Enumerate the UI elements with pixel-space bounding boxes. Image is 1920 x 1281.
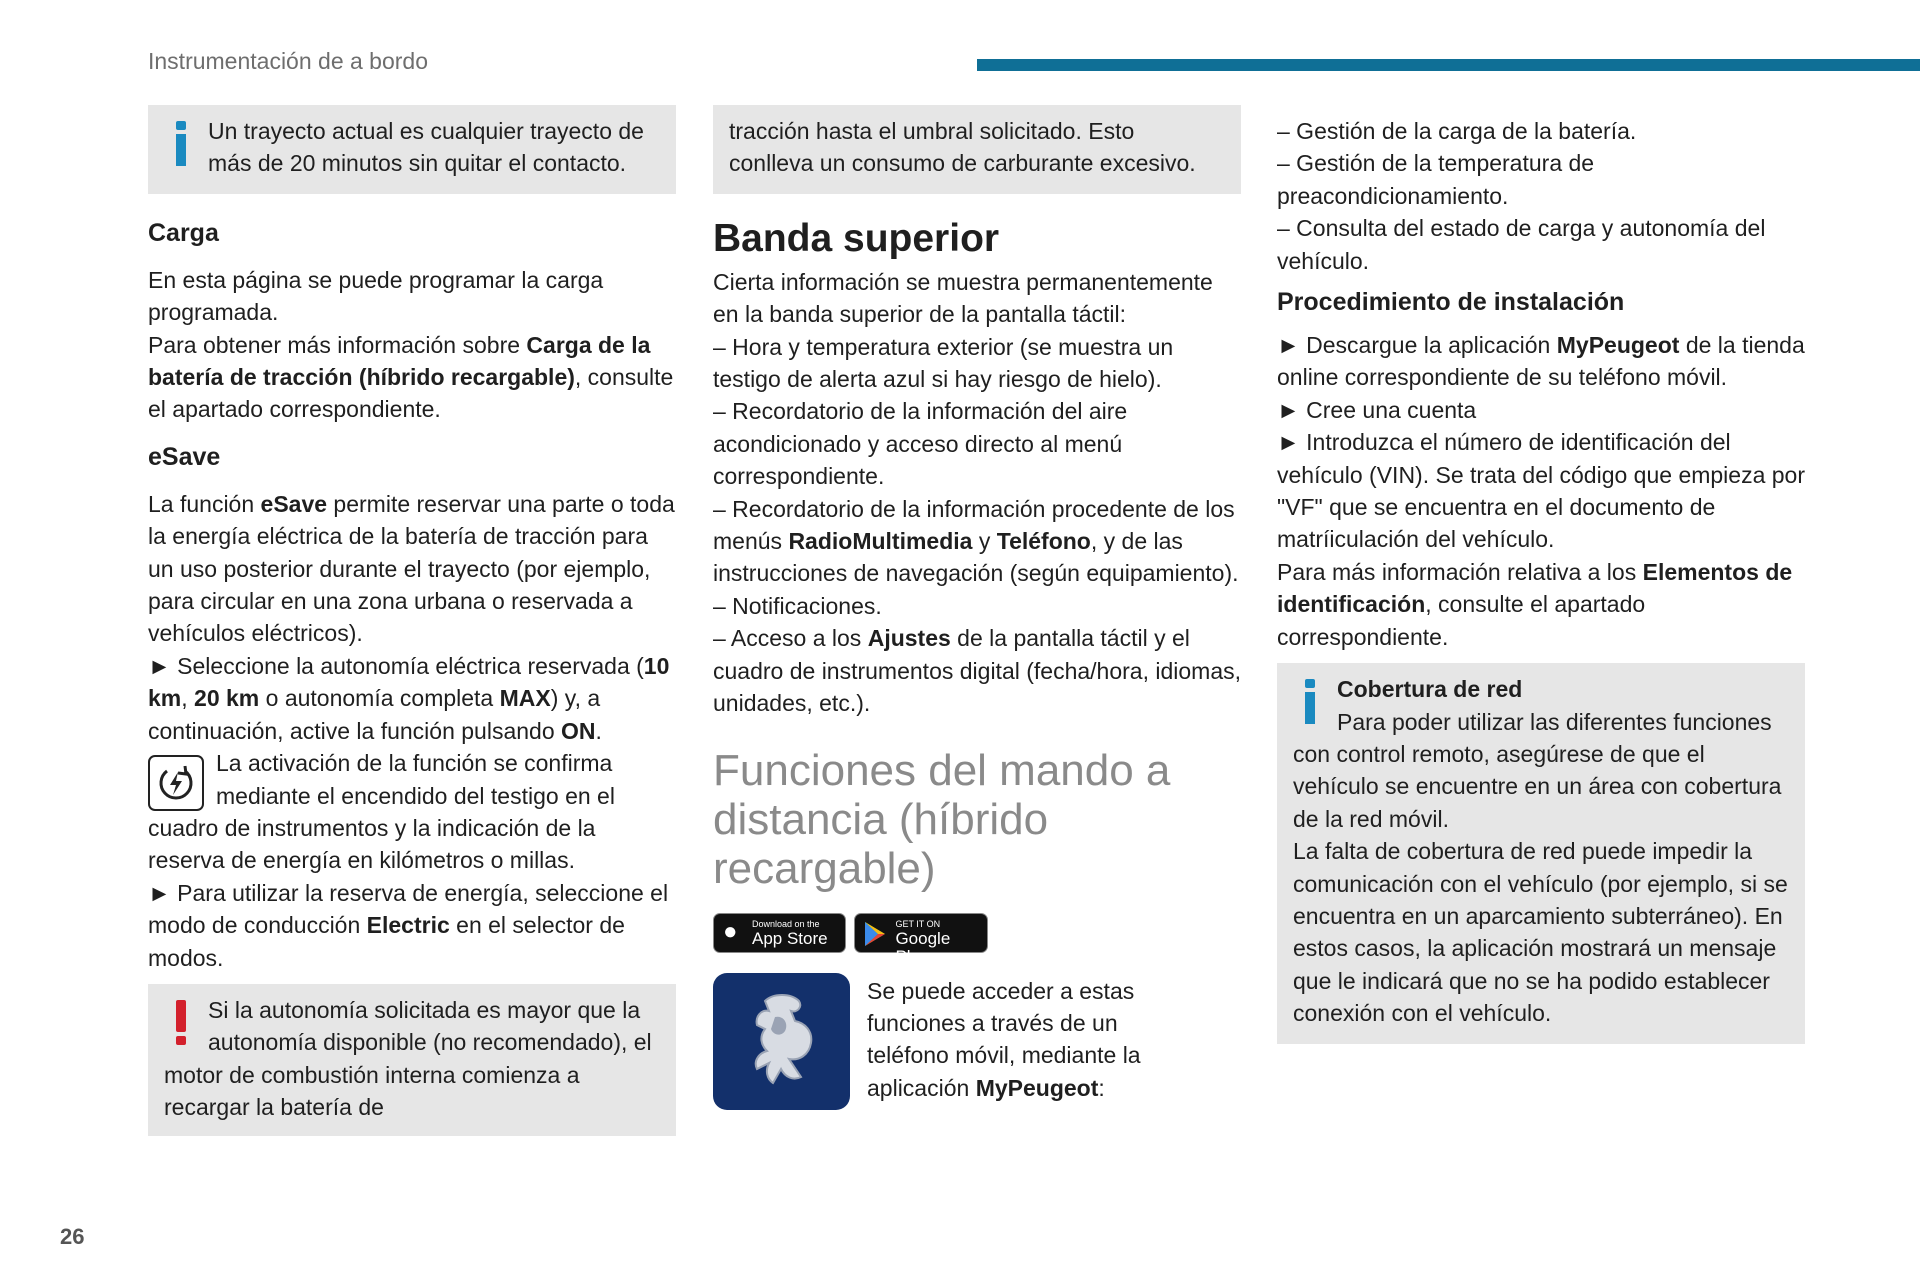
info-icon <box>1293 677 1327 729</box>
activation-text: La activación de la función se confirma mediante el encendido del testigo en el cuadro de instrumentos y la indicación de la reserva de energía en kilómetros o millas. <box>148 750 615 874</box>
info-box-cobertura <box>1277 663 1805 1043</box>
info-icon <box>164 119 198 171</box>
header-accent-bar <box>977 59 1920 71</box>
column-3 <box>1277 105 1805 1044</box>
carga-heading: Carga <box>148 218 219 247</box>
remote-item-1: – Gestión de la carga de la batería. <box>1277 118 1637 144</box>
banda-heading: Banda superior <box>713 216 1000 260</box>
header-title: Instrumentación de a bordo <box>148 48 429 74</box>
play-icon <box>863 920 889 948</box>
funciones-heading: Funciones del mando a distancia (híbrido recargable) <box>713 745 1171 893</box>
esave-step-2: ► Para utilizar la reserva de energía, seleccione el modo de conducción Electric en el selector de modos. <box>148 879 669 971</box>
banda-item-1: – Hora y temperatura exterior (se muestra un testigo de alerta azul si hay riesgo de hielo). <box>713 333 1174 393</box>
warning-continued-text: tracción hasta el umbral solicitado. Esto conlleva un consumo de carburante excesivo. <box>729 118 1196 177</box>
store-badges <box>713 913 1241 966</box>
remote-item-2: – Gestión de la temperatura de preacondicionamiento. <box>1277 150 1595 209</box>
procedimiento-heading: Procedimiento de instalación <box>1277 288 1625 317</box>
banda-item-4: – Notificaciones. <box>713 592 882 619</box>
mypeugeot-app-row <box>713 973 1241 1113</box>
info-box-trayecto <box>148 105 676 194</box>
peugeot-app-logo <box>713 973 850 1110</box>
cobertura-paragraph-2: La falta de cobertura de red puede impedir la comunicación con el vehículo (por ejemplo, si se encuentra en un aparcamiento subterráneo). En estos casos, la aplicación mostrará un mensaje que le indicará que no se ha podido establecer conexión con el vehículo. <box>1293 838 1788 1027</box>
remote-item-3: – Consulta del estado de carga y autonomía del vehículo. <box>1277 215 1766 274</box>
cobertura-paragraph-1: Para poder utilizar las diferentes funciones con control remoto, asegúrese de que el vehículo se encuentre en un área con cobertura de la red móvil. <box>1293 708 1782 832</box>
banda-item-3: – Recordatorio de la información procedente de los menús RadioMultimedia y Teléfono, y de las instrucciones de navegación (según equipamiento). <box>713 495 1239 587</box>
banda-item-5: – Acceso a los Ajustes de la pantalla táctil y el cuadro de instrumentos digital (fecha/hora, idiomas, unidades, etc.). <box>713 625 1242 717</box>
app-store-badge[interactable]: ● Download on the App Store <box>713 913 846 953</box>
install-step-3: ► Introduzca el número de identificación del vehículo (VIN). Se trata del código que empieza por "VF" que se encuentra en el documento de matríiculación del vehículo. <box>1277 429 1806 553</box>
esave-paragraph: La función eSave permite reservar una parte o toda la energía eléctrica de la batería de tracción para un uso posterior durante el trayecto (por ejemplo, para circular en una zona urbana o reservada a vehículos eléctricos). <box>148 490 675 647</box>
warning-box <box>148 984 676 1136</box>
apple-icon: ● <box>723 917 738 945</box>
carga-paragraph-1: En esta página se puede programar la carga programada. <box>148 266 604 326</box>
banda-item-2: – Recordatorio de la información del aire acondicionado y acceso directo al menú correspondiente. <box>713 398 1128 490</box>
warning-text: Si la autonomía solicitada es mayor que la autonomía disponible (no recomendado), el motor de combustión interna comienza a recargar la batería de <box>164 996 652 1121</box>
esave-activation <box>148 747 676 877</box>
identification-paragraph: Para más información relativa a los Elementos de identificación, consulte el apartado correspondiente. <box>1277 558 1793 650</box>
banda-intro: Cierta información se muestra permanentemente en la banda superior de la pantalla táctil: <box>713 268 1213 328</box>
carga-paragraph-2: Para obtener más información sobre Carga de la batería de tracción (híbrido recargable), consulte el apartado correspondiente. <box>148 331 674 423</box>
warning-icon <box>164 998 198 1050</box>
column-2 <box>713 105 1241 1113</box>
esave-heading: eSave <box>148 442 221 471</box>
page-number: 26 <box>60 1224 85 1249</box>
install-step-1: ► Descargue la aplicación MyPeugeot de la tienda online correspondiente de su teléfono móvil. <box>1277 332 1805 391</box>
install-step-2: ► Cree una cuenta <box>1277 396 1477 423</box>
esave-step-1: ► Seleccione la autonomía eléctrica reservada (10 km, 20 km o autonomía completa MAX) y, a continuación, active la función pulsando ON. <box>148 652 670 744</box>
esave-indicator-icon <box>148 755 204 811</box>
warning-box-continued <box>713 105 1241 194</box>
google-play-badge[interactable]: GET IT ON Google Play <box>854 913 988 953</box>
cobertura-title: Cobertura de red <box>1337 676 1523 703</box>
column-1 <box>148 105 676 1136</box>
info-text: Un trayecto actual es cualquier trayecto de más de 20 minutos sin quitar el contacto. <box>208 118 644 177</box>
mypeugeot-text: Se puede acceder a estas funciones a través de un teléfono móvil, mediante la aplicación MyPeugeot: <box>867 977 1141 1101</box>
